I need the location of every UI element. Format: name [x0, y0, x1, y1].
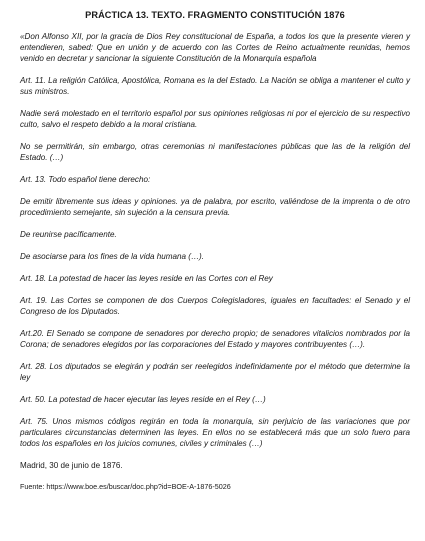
article-18-paragraph: Art. 18. La potestad de hacer las leyes reside en las Cortes con el Rey	[20, 274, 273, 283]
free-expression-paragraph: De emitir libremente sus ideas y opiniones. ya de palabra, por escrito, valiéndose de la imprenta o de otro procedimiento semejante, sin sujeción a la censura previa.	[20, 197, 410, 217]
article-20-paragraph: Art.20. El Senado se compone de senadores por derecho propio; de senadores vitalicios nombrados por la Corona; de senadores elegidos por las corporaciones del Estado y mayores contribuyentes (…).	[20, 329, 410, 349]
document-page	[20, 10, 410, 492]
preamble-paragraph: «Don Alfonso XII, por la gracia de Dios Rey constitucional de España, a todos los que la presente vieren y entendieren, sabed: Que en unión y de acuerdo con las Cortes de Reino actualmente reunidas, hemos venido en decretar y sancionar la siguiente Constitución de la Monarquía española	[20, 32, 410, 63]
article-11-paragraph: Art. 11. La religión Católica, Apostólica, Romana es la del Estado. La Nación se obliga a mantener el culto y sus ministros.	[20, 76, 410, 96]
document-date: Madrid, 30 de junio de 1876.	[20, 461, 123, 470]
document-title: PRÁCTICA 13. TEXTO. FRAGMENTO CONSTITUCIÓN 1876	[85, 10, 345, 20]
public-ceremonies-paragraph: No se permitirán, sin embargo, otras ceremonias ni manifestaciones públicas que las de la religión del Estado. (…)	[20, 142, 410, 162]
document-source: Fuente: https://www.boe.es/buscar/doc.php?id=BOE-A-1876-5026	[20, 482, 231, 491]
article-75-paragraph: Art. 75. Unos mismos códigos regirán en toda la monarquía, sin perjuicio de las variaciones que por particulares circunstancias determinen las leyes. En ellos no se establecerá más que un solo fuero para todos los españoles en los juicios comunes, civiles y criminales (…)	[20, 417, 410, 448]
article-50-paragraph: Art. 50. La potestad de hacer ejecutar las leyes reside en el Rey (…)	[20, 395, 266, 404]
religious-freedom-paragraph: Nadie será molestado en el territorio español por sus opiniones religiosas ni por el ejercicio de su respectivo culto, salvo el respeto debido a la moral cristiana.	[20, 109, 410, 129]
association-paragraph: De asociarse para los fines de la vida humana (…).	[20, 252, 204, 261]
article-28-paragraph: Art. 28. Los diputados se elegirán y podrán ser reelegidos indefinidamente por el método que determine la ley	[20, 362, 410, 382]
assembly-paragraph: De reunirse pacíficamente.	[20, 230, 117, 239]
article-19-paragraph: Art. 19. Las Cortes se componen de dos Cuerpos Colegisladores, iguales en facultades: el Senado y el Congreso de los Diputados.	[20, 296, 410, 316]
article-13-paragraph: Art. 13. Todo español tiene derecho:	[20, 175, 151, 184]
